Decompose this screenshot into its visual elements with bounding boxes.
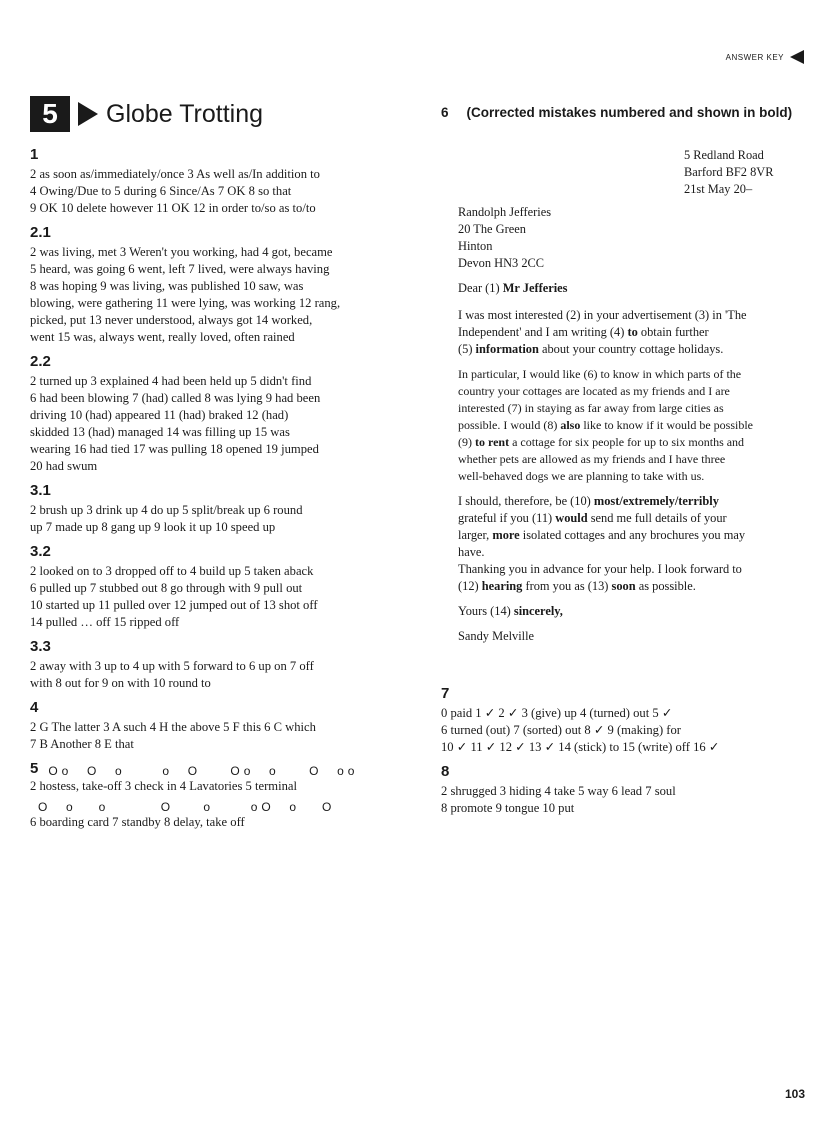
unit-number-badge: 5 <box>30 96 70 132</box>
section-number: 6 <box>441 105 449 120</box>
section-8 <box>441 763 809 817</box>
left-column <box>30 146 398 838</box>
answer-line: 2 was living, met 3 Weren't you working, had 4 got, became <box>30 245 333 259</box>
letter-line: Independent' and I am writing (4) to obtain further <box>458 325 709 339</box>
section-3-1 <box>30 482 398 536</box>
stress-pattern: Oo O o o O Oo o O oo <box>48 764 359 778</box>
answer-line: 8 promote 9 tongue 10 put <box>441 801 575 815</box>
answer-line: 10 ✓ 11 ✓ 12 ✓ 13 ✓ 14 (stick) to 15 (write) off 16 ✓ <box>441 740 720 754</box>
answer-line: 0 paid 1 ✓ 2 ✓ 3 (give) up 4 (turned) out 5 ✓ <box>441 706 673 720</box>
corrected-letter <box>458 147 809 645</box>
section-heading: 8 <box>441 763 450 780</box>
answer-line: 2 looked on to 3 dropped off to 4 build up 5 taken aback <box>30 564 314 578</box>
section-heading: 3.1 <box>30 482 51 499</box>
answer-line: up 7 made up 8 gang up 9 look it up 10 speed up <box>30 520 276 534</box>
letter-paragraph-1 <box>458 307 809 358</box>
answer-line: 6 pulled up 7 stubbed out 8 go through with 9 pull out <box>30 581 303 595</box>
address-line: Hinton <box>458 239 493 253</box>
answer-line: picked, put 13 never understood, always got 14 worked, <box>30 313 313 327</box>
stress-pattern: O o o O o oO o O <box>38 800 336 814</box>
correction: to rent <box>475 435 510 449</box>
page-number: 103 <box>784 1087 805 1101</box>
answer-line: 6 boarding card 7 standby 8 delay, take off <box>30 815 245 829</box>
letter-line: well-behaved dogs we are planning to take with us. <box>458 469 705 483</box>
letter-line: have. <box>458 545 485 559</box>
running-head <box>726 50 804 64</box>
section-2-1 <box>30 224 398 346</box>
answer-line: 4 Owing/Due to 5 during 6 Since/As 7 OK 8 so that <box>30 184 292 198</box>
letter-line: Thanking you in advance for your help. I look forward to <box>458 562 742 576</box>
letter-line: (5) information about your country cottage holidays. <box>458 342 724 356</box>
letter-line: whether pets are allowed as my friends and I have three <box>458 452 726 466</box>
answer-line: with 8 out for 9 on with 10 round to <box>30 676 211 690</box>
section-heading: 3.2 <box>30 543 51 560</box>
answer-line: 2 brush up 3 drink up 4 do up 5 split/break up 6 round <box>30 503 303 517</box>
letter-greeting: Dear (1) Mr Jefferies <box>458 281 568 295</box>
letter-signature: Sandy Melville <box>458 629 535 643</box>
section-7 <box>441 685 809 756</box>
letter-line: I should, therefore, be (10) most/extremely/terribly <box>458 494 719 508</box>
answer-line: 9 OK 10 delete however 11 OK 12 in order to/so as to/to <box>30 201 316 215</box>
correction: to <box>627 325 638 339</box>
address-line: 5 Redland Road <box>684 148 764 162</box>
correction: sincerely, <box>513 604 563 618</box>
answer-line: driving 10 (had) appeared 11 (had) braked 12 (had) <box>30 408 289 422</box>
right-column <box>441 104 809 824</box>
answer-line: skidded 13 (had) managed 14 was filling up 15 was <box>30 425 290 439</box>
answer-line: 2 G The latter 3 A such 4 H the above 5 F this 6 C which <box>30 720 316 734</box>
section-heading: 2.1 <box>30 224 51 241</box>
running-head-label: ANSWER KEY <box>725 52 784 62</box>
section-1 <box>30 146 398 217</box>
section-4 <box>30 699 398 753</box>
address-line: Devon HN3 2CC <box>458 256 545 270</box>
section-title: (Corrected mistakes numbered and shown in bold) <box>466 105 793 120</box>
letter-line: possible. I would (8) also like to know if it would be possible <box>458 418 753 432</box>
section-heading: 2.2 <box>30 353 51 370</box>
unit-title <box>30 96 263 132</box>
letter-paragraph-2 <box>458 366 809 485</box>
section-heading: 1 <box>30 146 39 163</box>
sender-address <box>684 147 809 198</box>
correction: also <box>560 418 581 432</box>
answer-line: wearing 16 had tied 17 was pulling 18 opened 19 jumped <box>30 442 319 456</box>
answer-line: 2 away with 3 up to 4 up with 5 forward to 6 up on 7 off <box>30 659 314 673</box>
letter-line: I was most interested (2) in your advertisement (3) in 'The <box>458 308 747 322</box>
answer-line: 7 B Another 8 E that <box>30 737 134 751</box>
letter-line: interested (7) in staying as far away from large cities as <box>458 401 724 415</box>
correction: Mr Jefferies <box>502 281 568 295</box>
section-heading: 4 <box>30 699 39 716</box>
answer-line: 2 shrugged 3 hiding 4 take 5 way 6 lead 7 soul <box>441 784 676 798</box>
answer-line: 14 pulled … off 15 ripped off <box>30 615 180 629</box>
letter-closing: Yours (14) sincerely, <box>458 604 563 618</box>
play-arrow-icon <box>78 102 98 126</box>
answer-line: 10 started up 11 pulled over 12 jumped out of 13 shot off <box>30 598 318 612</box>
answer-line: 2 hostess, take-off 3 check in 4 Lavatories 5 terminal <box>30 779 297 793</box>
correction: more <box>492 528 520 542</box>
address-line: Barford BF2 8VR <box>684 165 774 179</box>
letter-line: grateful if you (11) would send me full details of your <box>458 511 727 525</box>
recipient-address <box>458 204 809 272</box>
section-5 <box>30 760 398 831</box>
answer-line: 20 had swum <box>30 459 98 473</box>
address-line: Randolph Jefferies <box>458 205 552 219</box>
letter-line: larger, more isolated cottages and any brochures you may <box>458 528 746 542</box>
section-heading: 5 <box>30 760 39 777</box>
answer-line: 2 turned up 3 explained 4 had been held up 5 didn't find <box>30 374 312 388</box>
letter-line: country your cottages are located as my friends and I are <box>458 384 730 398</box>
letter-date: 21st May 20– <box>684 182 753 196</box>
answer-line: 5 heard, was going 6 went, left 7 lived, were always having <box>30 262 330 276</box>
section-3-3 <box>30 638 398 692</box>
address-line: 20 The Green <box>458 222 526 236</box>
correction: soon <box>611 579 636 593</box>
unit-title-text: Globe Trotting <box>106 99 264 128</box>
section-heading: 7 <box>441 685 450 702</box>
letter-line: (12) hearing from you as (13) soon as possible. <box>458 579 696 593</box>
answer-line: blowing, were gathering 11 were lying, was working 12 rang, <box>30 296 341 310</box>
answer-line: 6 had been blowing 7 (had) called 8 was lying 9 had been <box>30 391 321 405</box>
section-3-2 <box>30 543 398 631</box>
answer-line: 2 as soon as/immediately/once 3 As well as/In addition to <box>30 167 320 181</box>
left-arrow-icon <box>790 50 804 64</box>
correction: information <box>475 342 539 356</box>
section-2-2 <box>30 353 398 475</box>
letter-line: In particular, I would like (6) to know in which parts of the <box>458 367 742 381</box>
letter-paragraph-3 <box>458 493 809 595</box>
answer-line: 6 turned (out) 7 (sorted) out 8 ✓ 9 (making) for <box>441 723 681 737</box>
correction: most/extremely/terribly <box>593 494 719 508</box>
section-6-heading <box>441 104 809 121</box>
section-heading: 3.3 <box>30 638 51 655</box>
letter-line: (9) to rent a cottage for six people for up to six months and <box>458 435 745 449</box>
answer-line: 8 was hoping 9 was living, was published 10 saw, was <box>30 279 304 293</box>
answer-line: went 15 was, always went, really loved, often rained <box>30 330 295 344</box>
correction: hearing <box>481 579 523 593</box>
correction: would <box>555 511 588 525</box>
